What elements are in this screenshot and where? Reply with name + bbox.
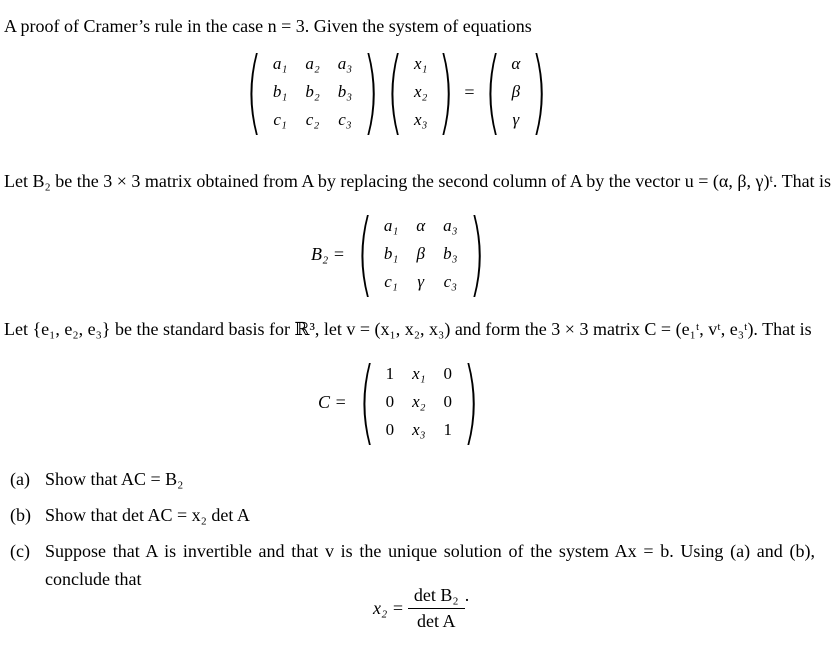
left-paren-icon: ( <box>386 38 404 145</box>
right-paren-icon: ) <box>438 38 455 145</box>
right-paren-icon: ) <box>468 200 485 307</box>
c-definition-text: Let {e₁, e₂, e₃} be the standard basis for ℝ³, let v = (x₁, x₂, x₃) and form the 3 × 3 matrix C = (e₁ᵗ, vᵗ, e₃ᵗ). That is <box>4 319 812 339</box>
left-paren-icon: ( <box>356 200 373 307</box>
matrix-c-cell: 0 <box>385 392 395 411</box>
matrix-c-cell: 1 <box>443 420 453 439</box>
vector-rhs-cell: α <box>511 54 521 73</box>
c-label: C = <box>318 391 347 412</box>
fraction-numerator: det B₂ <box>408 585 465 609</box>
c-matrix-display <box>318 348 481 455</box>
vector-x-cell: x₁ <box>413 54 428 73</box>
matrix-b2-cell: a₃ <box>443 216 458 235</box>
left-paren-icon: ( <box>484 38 501 145</box>
vector-rhs-cell: γ <box>512 110 520 129</box>
matrix-c-cell: x₃ <box>412 420 426 439</box>
matrix-a-cell: a₂ <box>305 54 320 73</box>
left-paren-icon: ( <box>245 38 263 145</box>
matrix-c-row <box>377 416 461 444</box>
matrix-a-row <box>264 78 361 106</box>
item-text: Show that det AC = x₂ det A <box>45 505 250 525</box>
right-paren-icon: ) <box>531 38 548 145</box>
matrix-c-cell: 1 <box>385 364 395 383</box>
matrix-b2-cell: b₁ <box>383 244 399 263</box>
item-text: Show that AC = B₂ <box>45 469 184 489</box>
vector-x <box>405 50 436 134</box>
matrix-a-cell: c₁ <box>273 110 287 129</box>
vector-x-row <box>405 50 436 78</box>
matrix-a <box>264 50 361 134</box>
matrix-a-cell: b₂ <box>305 82 320 101</box>
matrix-b2-row <box>375 240 467 268</box>
matrix-b2-row <box>375 212 467 240</box>
vector-rhs-cell: β <box>511 82 521 101</box>
item-tag: (a) <box>10 469 30 489</box>
vector-rhs-row <box>502 78 529 106</box>
matrix-b2-cell: c₃ <box>443 272 458 291</box>
matrix-a-cell: c₂ <box>305 110 320 129</box>
equals-sign: = <box>464 81 475 102</box>
matrix-a-row <box>264 106 361 134</box>
matrix-c-cell: 0 <box>443 364 453 383</box>
vector-x-row <box>405 106 436 134</box>
matrix-b2-cell: c₁ <box>384 272 398 291</box>
right-paren-icon: ) <box>363 38 380 145</box>
matrix-b2-cell: α <box>416 216 426 235</box>
right-paren-icon: ) <box>462 348 480 455</box>
matrix-a-cell: b₃ <box>337 82 353 101</box>
item-tag: (c) <box>10 541 30 561</box>
list-item <box>10 537 815 589</box>
system-equation <box>244 38 549 145</box>
fraction <box>408 585 465 632</box>
matrix-a-cell: a₃ <box>337 54 353 73</box>
matrix-c <box>377 360 461 444</box>
list-item <box>10 465 184 493</box>
matrix-c-row <box>377 360 461 388</box>
vector-x-cell: x₂ <box>413 82 428 101</box>
matrix-c-cell: 0 <box>443 392 453 411</box>
vector-rhs <box>502 50 529 134</box>
vector-x-cell: x₃ <box>413 110 428 129</box>
matrix-b2-cell: β <box>416 244 425 263</box>
intro-text: A proof of Cramer’s rule in the case n = 3. Given the system of equations <box>4 16 532 36</box>
fraction-denominator: det A <box>417 611 456 631</box>
matrix-a-cell: c₃ <box>338 110 352 129</box>
matrix-a-cell: a₁ <box>272 54 288 73</box>
matrix-b2-cell: b₃ <box>443 244 458 263</box>
matrix-c-row <box>377 388 461 416</box>
matrix-b2 <box>375 212 467 296</box>
matrix-c-cell: x₂ <box>412 392 426 411</box>
left-paren-icon: ( <box>358 348 375 455</box>
final-equation <box>373 585 469 632</box>
matrix-c-cell: x₁ <box>412 364 426 383</box>
vector-rhs-row <box>502 50 529 78</box>
final-lhs: x₂ = <box>373 598 404 618</box>
matrix-c-cell: 0 <box>385 420 395 439</box>
matrix-b2-cell: γ <box>417 272 425 291</box>
item-text: Suppose that A is invertible and that v is the unique solution of the system Ax = b. Using (a) and (b), conclude that <box>45 541 815 589</box>
matrix-b2-cell: a₁ <box>383 216 399 235</box>
b2-matrix-display <box>311 200 487 307</box>
vector-rhs-row <box>502 106 529 134</box>
b2-label: B₂ = <box>311 243 345 264</box>
b2-definition-text: Let B₂ be the 3 × 3 matrix obtained from A by replacing the second column of A by the vector u = (α, β, γ)ᵗ. That is <box>4 171 832 191</box>
vector-x-row <box>405 78 436 106</box>
list-item <box>10 501 250 529</box>
matrix-a-cell: b₁ <box>272 82 288 101</box>
item-tag: (b) <box>10 505 31 525</box>
matrix-a-row <box>264 50 361 78</box>
final-period: . <box>464 585 470 605</box>
matrix-b2-row <box>375 268 467 296</box>
